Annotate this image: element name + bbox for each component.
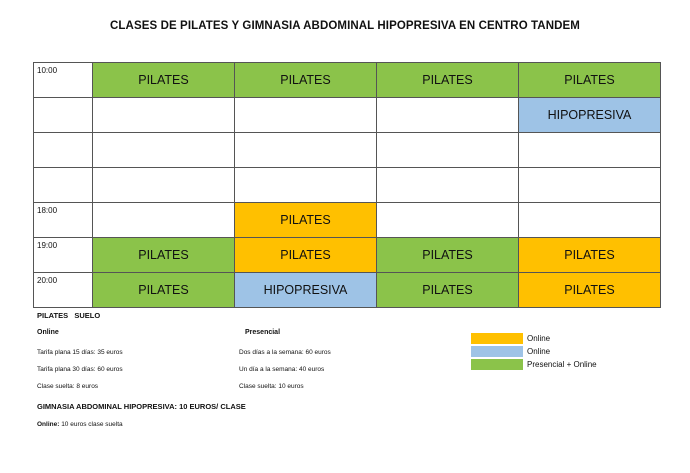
- pilates-heading: PILATES: [37, 311, 69, 320]
- schedule-row: [34, 238, 661, 273]
- class-cell-pilates: PILATES: [519, 238, 661, 273]
- hipopresiva-online-label: Online:: [37, 421, 60, 428]
- time-cell: [34, 133, 93, 168]
- empty-cell: [377, 133, 519, 168]
- class-cell-pilates: PILATES: [519, 63, 661, 98]
- empty-cell: [235, 133, 377, 168]
- empty-cell: [93, 203, 235, 238]
- class-cell-pilates: PILATES: [235, 203, 377, 238]
- empty-cell: [519, 203, 661, 238]
- class-cell-hipopresiva: HIPOPRESIVA: [235, 273, 377, 308]
- schedule-row: [34, 133, 661, 168]
- class-cell-pilates: PILATES: [93, 238, 235, 273]
- schedule-table: [33, 62, 661, 308]
- legend-label-orange: Online: [527, 334, 551, 343]
- class-cell-pilates: PILATES: [235, 238, 377, 273]
- class-cell-pilates: PILATES: [519, 273, 661, 308]
- legend-label-blue: Online: [527, 347, 551, 356]
- class-cell-pilates: PILATES: [93, 63, 235, 98]
- online-price-item: Clase suelta: 8 euros: [37, 383, 99, 390]
- class-cell-pilates: PILATES: [235, 63, 377, 98]
- legend-swatch-green: [471, 359, 523, 370]
- hipopresiva-heading: GIMNASIA ABDOMINAL HIPOPRESIVA: 10 EUROS/ CLASE: [37, 402, 246, 411]
- schedule-row: [34, 168, 661, 203]
- class-cell-hipopresiva: HIPOPRESIVA: [519, 98, 661, 133]
- online-price-item: Tarifa plana 30 días: 60 euros: [37, 366, 123, 373]
- empty-cell: [519, 168, 661, 203]
- online-heading: Online: [37, 329, 59, 336]
- class-cell-pilates: PILATES: [93, 273, 235, 308]
- empty-cell: [377, 203, 519, 238]
- schedule-row: [34, 273, 661, 308]
- empty-cell: [93, 98, 235, 133]
- legend-swatch-orange: [471, 333, 523, 344]
- class-cell-pilates: PILATES: [377, 63, 519, 98]
- suelo-heading: SUELO: [74, 311, 101, 320]
- legend-label-green: Presencial + Online: [527, 360, 597, 369]
- legend-swatch-blue: [471, 346, 523, 357]
- empty-cell: [519, 133, 661, 168]
- pilates-suelo-heading: [37, 311, 100, 320]
- presencial-price-item: Un día a la semana: 40 euros: [239, 366, 325, 373]
- online-price-item: Tarifa plana 15 días: 35 euros: [37, 349, 123, 356]
- hipopresiva-online-text: 10 euros clase suelta: [59, 421, 123, 428]
- empty-cell: [235, 168, 377, 203]
- time-cell: 10:00: [34, 63, 93, 98]
- empty-cell: [377, 98, 519, 133]
- empty-cell: [93, 168, 235, 203]
- time-cell: 19:00: [34, 238, 93, 273]
- time-cell: [34, 168, 93, 203]
- page-title: CLASES DE PILATES Y GIMNASIA ABDOMINAL HIPOPRESIVA EN CENTRO TANDEM: [110, 20, 580, 32]
- empty-cell: [235, 98, 377, 133]
- time-cell: 20:00: [34, 273, 93, 308]
- presencial-price-item: Dos días a la semana: 60 euros: [239, 349, 331, 356]
- class-cell-pilates: PILATES: [377, 273, 519, 308]
- schedule-row: [34, 98, 661, 133]
- time-cell: [34, 98, 93, 133]
- empty-cell: [377, 168, 519, 203]
- time-cell: 18:00: [34, 203, 93, 238]
- schedule-row: [34, 63, 661, 98]
- empty-cell: [93, 133, 235, 168]
- class-cell-pilates: PILATES: [377, 238, 519, 273]
- hipopresiva-online-price: [37, 421, 123, 428]
- presencial-price-item: Clase suelta: 10 euros: [239, 383, 304, 390]
- schedule-row: [34, 203, 661, 238]
- presencial-heading: Presencial: [245, 329, 281, 336]
